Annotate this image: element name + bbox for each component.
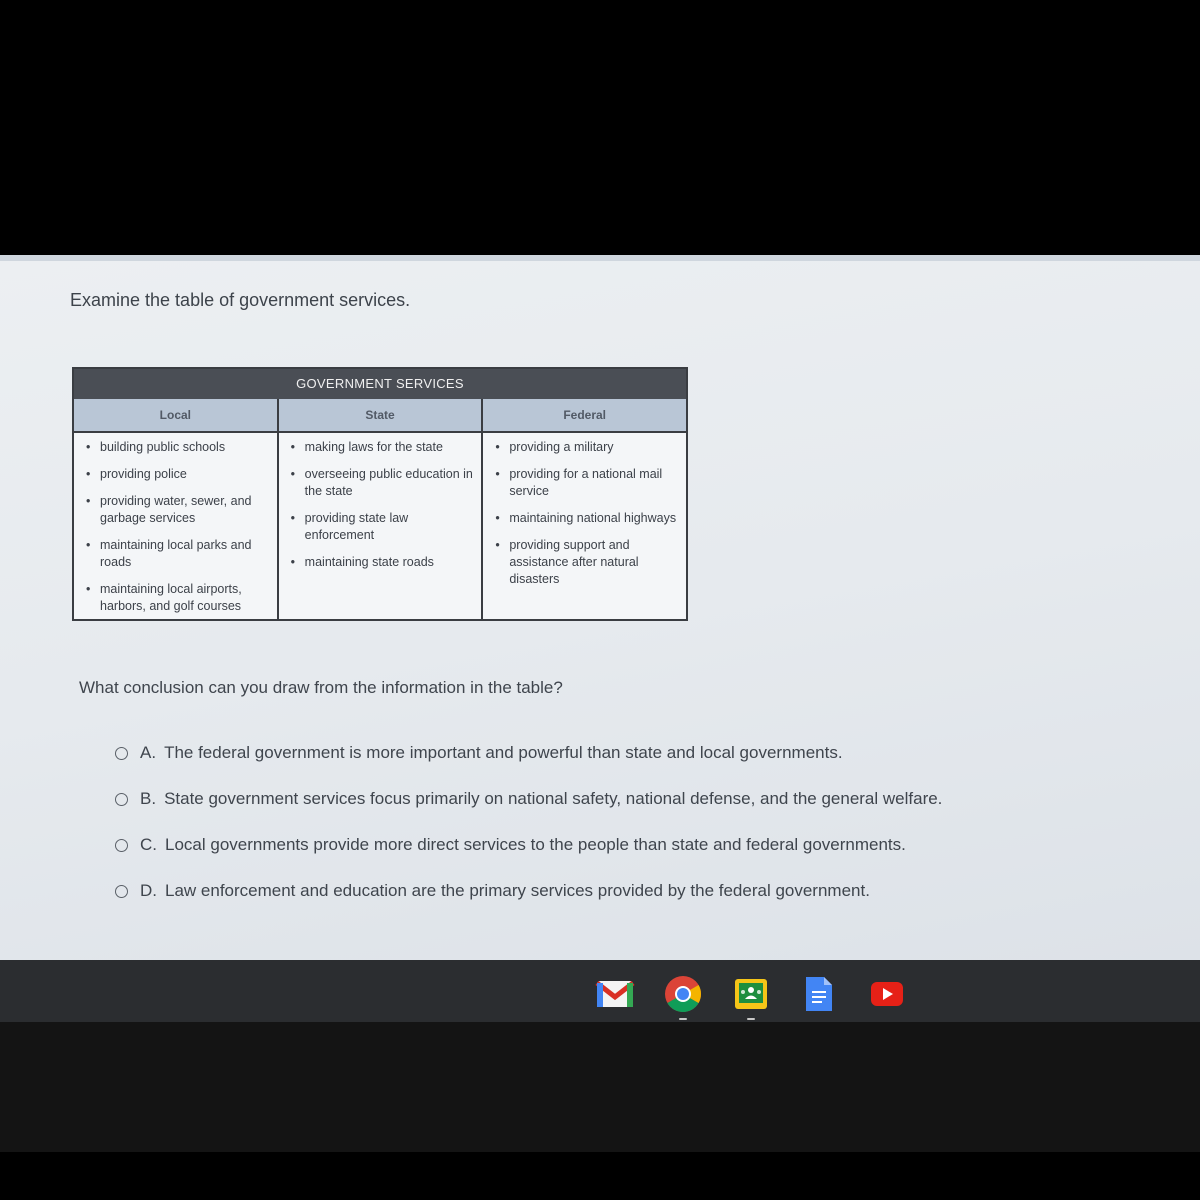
choice-c[interactable] (115, 822, 942, 868)
list-item: • maintaining local airports, harbors, and golf courses (86, 581, 271, 615)
government-services-table (72, 367, 688, 621)
table-column-headers (74, 399, 686, 433)
radio-button[interactable] (115, 747, 128, 760)
list-item: • providing for a national mail service (495, 466, 680, 500)
list-item: • providing police (86, 466, 271, 483)
list-item: • providing state law enforcement (291, 510, 476, 544)
choice-letter: D. (140, 881, 157, 900)
list-item: • providing a military (495, 439, 680, 456)
list-item: • building public schools (86, 439, 271, 456)
choice-text: State government services focus primarily on national safety, national defense, and the general welfare. (164, 789, 943, 808)
list-item: • maintaining local parks and roads (86, 537, 271, 571)
choice-a[interactable] (115, 730, 942, 776)
radio-button[interactable] (115, 839, 128, 852)
choice-text: Local governments provide more direct services to the people than state and federal governments. (165, 835, 906, 854)
choice-d[interactable] (115, 868, 942, 914)
answer-choices (115, 730, 942, 914)
radio-button[interactable] (115, 885, 128, 898)
column-state (279, 433, 484, 621)
classroom-icon[interactable] (731, 974, 771, 1014)
chrome-icon[interactable] (663, 974, 703, 1014)
column-federal (483, 433, 686, 621)
os-shelf (0, 960, 1200, 1022)
screen-top-edge (0, 255, 1200, 261)
choice-letter: B. (140, 789, 157, 808)
shelf-apps (595, 974, 935, 1014)
list-item: • making laws for the state (291, 439, 476, 456)
radio-button[interactable] (115, 793, 128, 806)
list-item: • overseeing public education in the state (291, 466, 476, 500)
youtube-icon[interactable] (867, 974, 907, 1014)
column-header-local: Local (74, 399, 279, 431)
table-body (74, 433, 686, 621)
column-header-state: State (279, 399, 484, 431)
column-local (74, 433, 279, 621)
list-item: • maintaining state roads (291, 554, 476, 571)
question-prompt: Examine the table of government services. (70, 290, 411, 310)
choice-b[interactable] (115, 776, 942, 822)
laptop-screen (0, 255, 1200, 960)
gmail-icon[interactable] (595, 974, 635, 1014)
list-item: • providing support and assistance after natural disasters (495, 537, 680, 588)
laptop-bezel (0, 1022, 1200, 1152)
choice-letter: A. (140, 743, 157, 762)
list-item: • providing water, sewer, and garbage services (86, 493, 271, 527)
choice-text: Law enforcement and education are the primary services provided by the federal government. (165, 881, 870, 900)
table-title: GOVERNMENT SERVICES (74, 369, 686, 399)
list-item: • maintaining national highways (495, 510, 680, 527)
column-header-federal: Federal (563, 408, 607, 422)
choice-letter: C. (140, 835, 157, 854)
question-text: What conclusion can you draw from the information in the table? (79, 678, 563, 697)
choice-text: The federal government is more important and powerful than state and local governments. (164, 743, 843, 762)
docs-icon[interactable] (799, 974, 839, 1014)
